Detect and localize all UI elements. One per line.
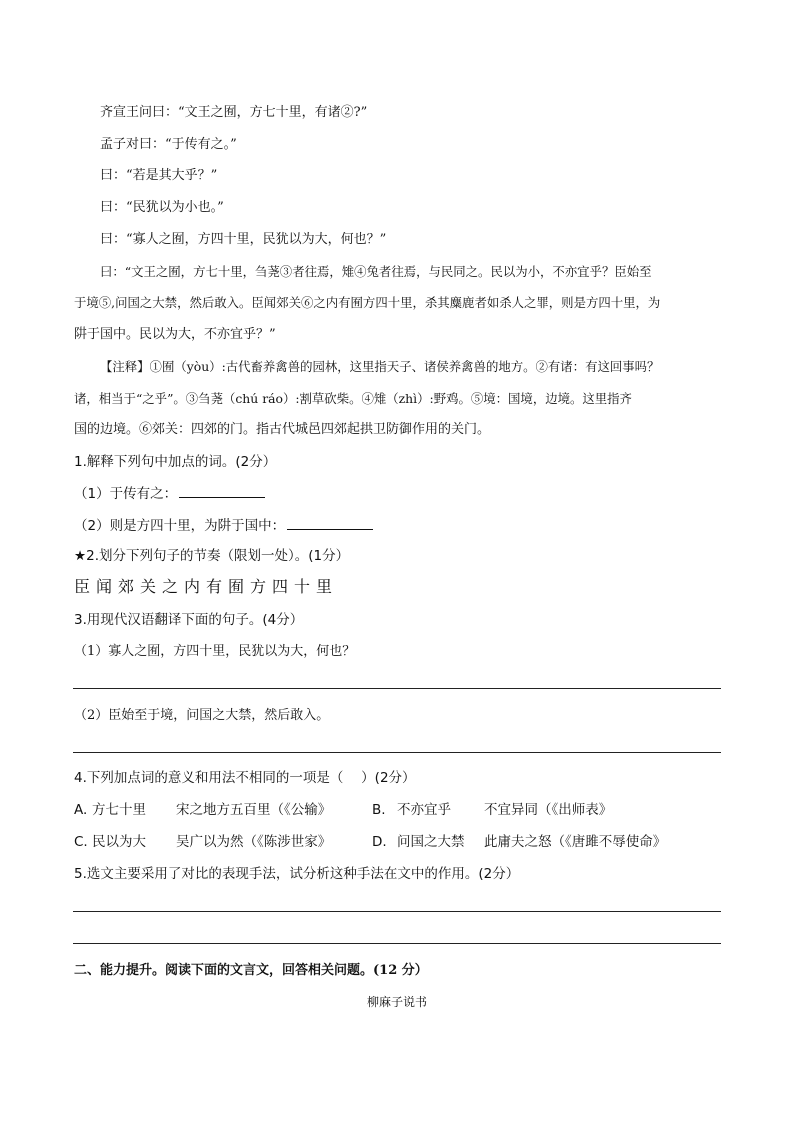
section2-subtitle: 柳麻子说书 bbox=[366, 995, 427, 1009]
q4-option-d-word2: 此庸夫之怒（《唐雎不辱使命》 bbox=[484, 834, 667, 850]
q4-option-d-label: D. bbox=[372, 834, 387, 850]
q1-item-b-text: （2）则是方四十里，为阱于国中： bbox=[74, 518, 286, 534]
q5-answer-line-1[interactable] bbox=[73, 911, 721, 912]
notes-line-1: 【注释】①囿（yòu）:古代畜养禽兽的园林，这里指天子、诸侯养禽兽的地方。②有诸：有这回事吗？ bbox=[100, 359, 660, 374]
q5-answer-line-2[interactable] bbox=[73, 943, 721, 944]
passage-line-6b: 于境⑤,问国之大禁，然后敢入。臣闻郊关⑥之内有囿方四十里，杀其麋鹿者如杀人之罪，则是方四十里，为 bbox=[74, 295, 661, 310]
q3-b-answer-line[interactable] bbox=[73, 752, 721, 753]
q4-row-cd bbox=[74, 833, 722, 851]
q1-title: 1.解释下列句中加点的词。(2分） bbox=[74, 454, 277, 470]
q4-option-b-word1: 不亦宜乎 bbox=[397, 802, 451, 818]
passage-line-4: 曰：“民犹以为小也。” bbox=[100, 200, 224, 215]
q4-row-ab bbox=[74, 801, 722, 819]
q3-a-answer-line[interactable] bbox=[73, 688, 721, 689]
passage-line-6a: 曰：“文王之囿，方七十里，刍荛③者往焉，雉④兔者往焉，与民同之。民以为小，不亦宜乎？臣始至 bbox=[100, 264, 652, 279]
passage-line-1: 齐宣王问曰：“文王之囿，方七十里，有诸②?” bbox=[100, 105, 368, 120]
q5-title: 5.选文主要采用了对比的表现手法，试分析这种手法在文中的作用。(2分） bbox=[74, 866, 520, 882]
q4-option-b-word2: 不宜异同（《出师表》 bbox=[484, 802, 613, 818]
section2-title: 二、能力提升。阅读下面的文言文，回答相关问题。(12 分） bbox=[74, 963, 428, 978]
q3-title: 3.用现代汉语翻译下面的句子。(4分） bbox=[74, 612, 304, 628]
q4-option-b-label: B. bbox=[372, 802, 386, 818]
q4-title: 4.下列加点词的意义和用法不相同的一项是（ ）(2分） bbox=[74, 770, 416, 786]
q4-option-a-label: A. bbox=[74, 802, 88, 818]
passage-line-2: 孟子对曰：“于传有之。” bbox=[100, 137, 237, 152]
q1-item-b bbox=[74, 517, 722, 535]
q4-option-a-word1: 方七十里 bbox=[92, 802, 146, 818]
q2-title: ★2.划分下列句子的节奏（限划一处）。(1分） bbox=[74, 548, 350, 564]
q1-a-answer-blank[interactable] bbox=[179, 485, 265, 498]
q1-b-answer-blank[interactable] bbox=[287, 517, 373, 530]
passage-line-5: 曰：“寡人之囿，方四十里，民犹以为大，何也？” bbox=[100, 232, 387, 247]
passage-line-6c: 阱于国中。民以为大，不亦宜乎？” bbox=[74, 327, 276, 342]
q4-option-c-word1: 民以为大 bbox=[92, 834, 146, 850]
passage-line-3: 曰：“若是其大乎？” bbox=[100, 168, 218, 183]
q4-option-a-word2: 宋之地方五百里（《公输》 bbox=[176, 802, 332, 818]
notes-line-3: 国的边境。⑥郊关：四郊的门。指古代城邑四郊起拱卫防御作用的关门。 bbox=[74, 422, 491, 437]
q1-item-a bbox=[74, 485, 722, 503]
q4-option-c-word2: 吴广以为然（《陈涉世家》 bbox=[176, 834, 332, 850]
q3-item-b: （2）臣始至于境，问国之大禁，然后敢入。 bbox=[74, 708, 330, 723]
q3-item-a: （1）寡人之囿，方四十里，民犹以为大，何也？ bbox=[74, 644, 356, 659]
notes-line-2: 诸，相当于“之乎”。③刍荛（chú ráo）:割草砍柴。④雉（zhì）:野鸡。⑤境：国境，边境。这里指齐 bbox=[74, 391, 632, 406]
q2-sentence: 臣闻郊关之内有囿方四十里 bbox=[74, 577, 339, 596]
q4-option-d-word1: 问国之大禁 bbox=[397, 834, 465, 850]
q4-option-c-label: C. bbox=[74, 834, 88, 850]
q1-item-a-text: （1）于传有之： bbox=[74, 486, 178, 502]
